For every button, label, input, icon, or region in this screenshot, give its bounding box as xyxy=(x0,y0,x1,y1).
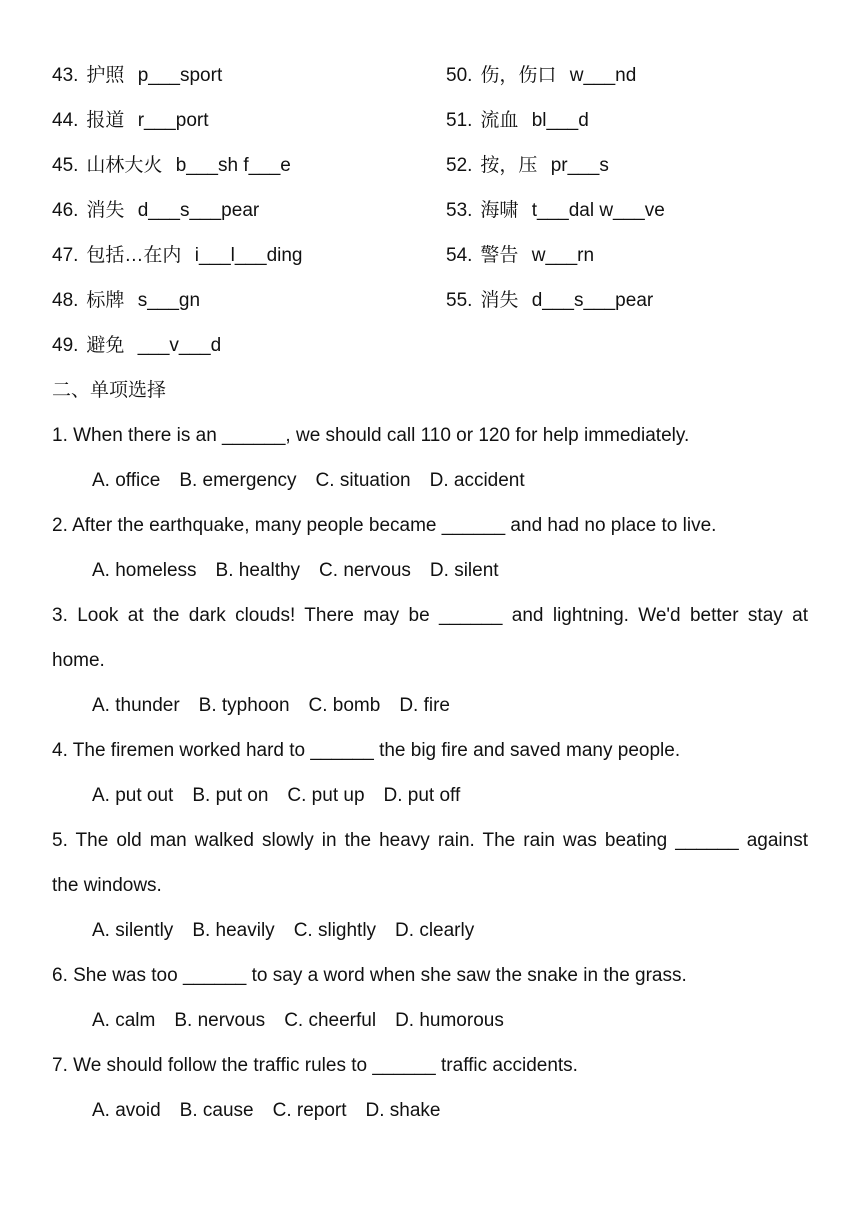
option-c: C. put up xyxy=(287,785,365,806)
option-c: C. nervous xyxy=(319,560,411,581)
vocab-english: ___v___d xyxy=(137,335,222,356)
vocab-item-48 xyxy=(52,289,200,313)
vocab-number: 43. xyxy=(52,65,79,86)
vocab-chinese: 警告 xyxy=(480,245,519,266)
vocab-chinese: 流血 xyxy=(480,110,519,131)
option-c: C. bomb xyxy=(308,695,381,716)
option-a: A. calm xyxy=(92,1010,156,1031)
vocab-english: t___dal w___ve xyxy=(531,200,665,221)
vocab-number: 50. xyxy=(446,65,473,86)
option-a: A. office xyxy=(92,470,161,491)
question-5-text-line2: the windows. xyxy=(52,875,162,896)
option-b: B. cause xyxy=(179,1100,254,1121)
vocab-number: 48. xyxy=(52,290,79,311)
vocab-number: 51. xyxy=(446,110,473,131)
vocab-number: 46. xyxy=(52,200,79,221)
section-title: 二、单项选择 xyxy=(52,380,167,401)
vocab-chinese: 护照 xyxy=(86,65,125,86)
option-c: C. slightly xyxy=(293,920,377,941)
option-a: A. homeless xyxy=(92,560,197,581)
vocab-english: w___nd xyxy=(569,65,637,86)
vocab-english: w___rn xyxy=(531,245,595,266)
vocab-english: bl___d xyxy=(531,110,589,131)
vocab-english: s___gn xyxy=(137,290,201,311)
vocab-chinese: 按，压 xyxy=(480,155,538,176)
vocab-english: d___s___pear xyxy=(531,290,654,311)
option-b: B. typhoon xyxy=(198,695,290,716)
vocab-item-46 xyxy=(52,199,259,223)
option-a: A. thunder xyxy=(92,695,180,716)
option-d: D. clearly xyxy=(395,920,475,941)
vocab-item-50 xyxy=(446,64,636,88)
option-b: B. healthy xyxy=(215,560,301,581)
vocab-chinese: 消失 xyxy=(86,200,125,221)
option-a: A. put out xyxy=(92,785,174,806)
vocab-item-49 xyxy=(52,334,221,358)
option-c: C. situation xyxy=(315,470,411,491)
question-1-text: 1. When there is an ______, we should call 110 or 120 for help immediately. xyxy=(52,425,690,446)
vocab-english: r___port xyxy=(137,110,209,131)
question-3-text-line2: home. xyxy=(52,650,105,671)
question-5-options xyxy=(92,919,474,943)
vocab-number: 49. xyxy=(52,335,79,356)
question-4-options xyxy=(92,784,460,808)
vocab-chinese: 报道 xyxy=(86,110,125,131)
vocab-number: 55. xyxy=(446,290,473,311)
vocab-number: 53. xyxy=(446,200,473,221)
vocab-number: 44. xyxy=(52,110,79,131)
vocab-item-53 xyxy=(446,199,665,223)
question-7-options xyxy=(92,1099,441,1123)
question-6-options xyxy=(92,1009,504,1033)
vocab-item-43 xyxy=(52,64,222,88)
vocab-chinese: 消失 xyxy=(480,290,519,311)
vocab-english: i___l___ding xyxy=(194,245,303,266)
vocab-item-45 xyxy=(52,154,291,178)
vocab-english: b___sh f___e xyxy=(175,155,291,176)
vocab-english: p___sport xyxy=(137,65,223,86)
question-3-options xyxy=(92,694,450,718)
option-c: C. cheerful xyxy=(284,1010,377,1031)
question-4-text: 4. The firemen worked hard to ______ the big fire and saved many people. xyxy=(52,740,681,761)
vocab-chinese: 伤，伤口 xyxy=(480,65,557,86)
question-6-text: 6. She was too ______ to say a word when she saw the snake in the grass. xyxy=(52,965,687,986)
vocab-number: 45. xyxy=(52,155,79,176)
vocab-number: 52. xyxy=(446,155,473,176)
option-b: B. put on xyxy=(192,785,269,806)
option-d: D. humorous xyxy=(395,1010,504,1031)
vocab-chinese: 山林大火 xyxy=(86,155,163,176)
option-d: D. fire xyxy=(399,695,451,716)
vocab-item-52 xyxy=(446,154,609,178)
question-5-text-line1: 5. The old man walked slowly in the heavy rain. The rain was beating ______ against xyxy=(52,830,808,851)
option-a: A. avoid xyxy=(92,1100,161,1121)
vocab-english: d___s___pear xyxy=(137,200,260,221)
option-d: D. accident xyxy=(429,470,525,491)
vocab-english: pr___s xyxy=(550,155,609,176)
vocab-item-55 xyxy=(446,289,653,313)
vocab-item-54 xyxy=(446,244,594,268)
option-d: D. put off xyxy=(383,785,461,806)
vocab-number: 54. xyxy=(446,245,473,266)
option-a: A. silently xyxy=(92,920,174,941)
vocab-chinese: 标牌 xyxy=(86,290,125,311)
option-b: B. emergency xyxy=(179,470,297,491)
option-b: B. nervous xyxy=(174,1010,266,1031)
option-d: D. shake xyxy=(365,1100,441,1121)
option-c: C. report xyxy=(272,1100,347,1121)
question-1-options xyxy=(92,469,525,493)
vocab-item-51 xyxy=(446,109,589,133)
question-2-text: 2. After the earthquake, many people became ______ and had no place to live. xyxy=(52,515,717,536)
vocab-item-47 xyxy=(52,244,302,268)
vocab-item-44 xyxy=(52,109,209,133)
question-3-text-line1: 3. Look at the dark clouds! There may be ______ and lightning. We'd better stay at xyxy=(52,605,808,626)
option-b: B. heavily xyxy=(192,920,275,941)
question-2-options xyxy=(92,559,499,583)
option-d: D. silent xyxy=(429,560,499,581)
question-7-text: 7. We should follow the traffic rules to ______ traffic accidents. xyxy=(52,1055,578,1076)
vocab-chinese: 海啸 xyxy=(480,200,519,221)
vocab-chinese: 避免 xyxy=(86,335,125,356)
vocab-chinese: 包括…在内 xyxy=(86,245,182,266)
vocab-number: 47. xyxy=(52,245,79,266)
